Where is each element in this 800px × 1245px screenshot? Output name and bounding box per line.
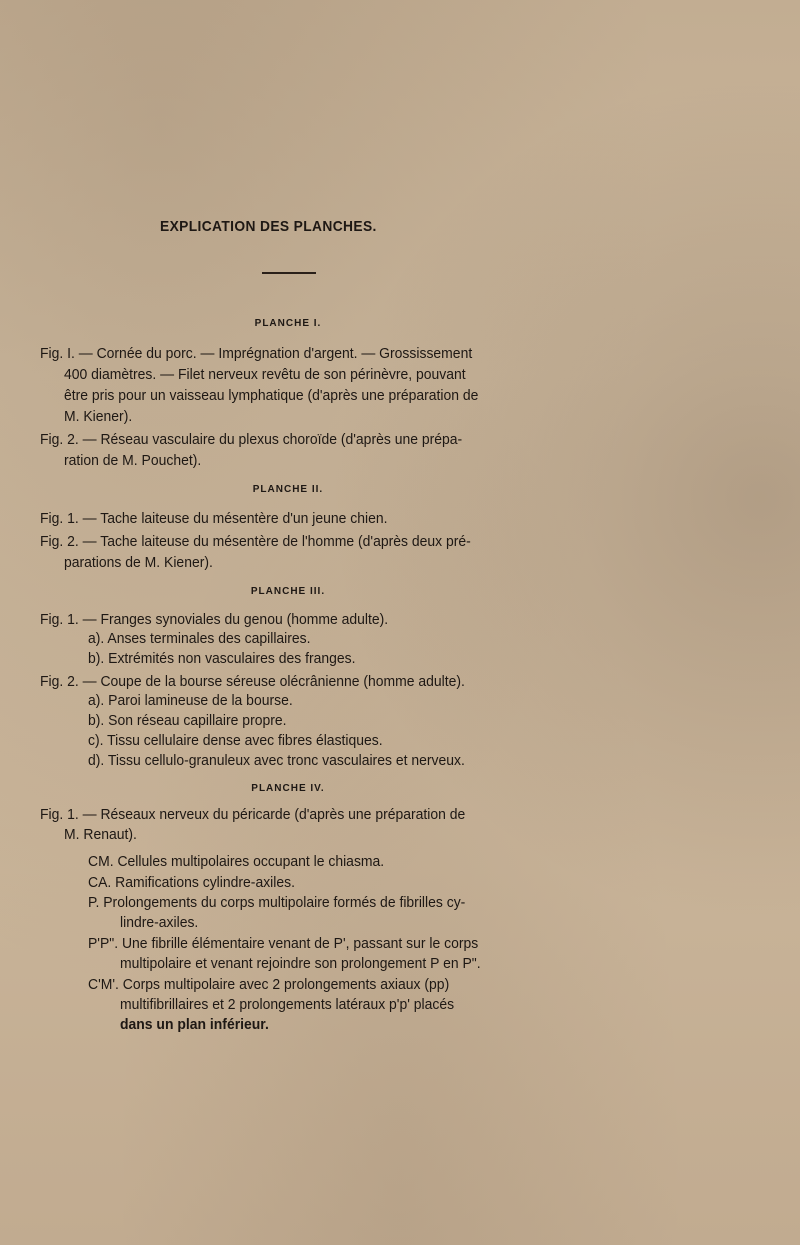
plate-4-line: multifibrillaires et 2 prolongements latéraux p'p' placés (120, 996, 455, 1013)
plate-2-line: Fig. 2. — Tache laiteuse du mésentère de l'homme (d'après deux pré- (40, 533, 471, 550)
plate-3-line: Fig. 1. — Franges synoviales du genou (homme adulte). (40, 611, 389, 628)
plate-1-line: 400 diamètres. — Filet nerveux revêtu de son périnèvre, pouvant (64, 366, 466, 383)
plate-4-line: dans un plan inférieur. (120, 1016, 269, 1033)
title-rule (262, 272, 316, 274)
plate-3-line: c). Tissu cellulaire dense avec fibres élastiques. (88, 732, 383, 749)
plate-3-line: b). Extrémités non vasculaires des franges. (88, 650, 356, 667)
plate-1-line: ration de M. Pouchet). (64, 452, 202, 469)
plate-3-line: d). Tissu cellulo-granuleux avec tronc vasculaires et nerveux. (88, 752, 465, 769)
plate-3-line: Fig. 2. — Coupe de la bourse séreuse olécrânienne (homme adulte). (40, 673, 465, 690)
plate-3-line: b). Son réseau capillaire propre. (88, 712, 287, 729)
plate-1-heading: PLANCHE I. (254, 318, 322, 329)
plate-1-line: Fig. I. — Cornée du porc. — Imprégnation d'argent. — Grossissement (40, 345, 473, 362)
plate-4-line: M. Renaut). (64, 826, 137, 843)
plate-3-line: a). Paroi lamineuse de la bourse. (88, 692, 293, 709)
plate-2-line: Fig. 1. — Tache laiteuse du mésentère d'un jeune chien. (40, 510, 388, 527)
page-title: EXPLICATION DES PLANCHES. (160, 218, 377, 235)
plate-4-heading: PLANCHE IV. (251, 783, 325, 794)
plate-4-line: multipolaire et venant rejoindre son prolongement P en P". (120, 955, 481, 972)
plate-1-line: Fig. 2. — Réseau vasculaire du plexus choroïde (d'après une prépa- (40, 431, 463, 448)
plate-3-heading: PLANCHE III. (250, 586, 326, 597)
plate-1-line: M. Kiener). (64, 408, 133, 425)
plate-4-line: C'M'. Corps multipolaire avec 2 prolongements axiaux (pp) (88, 976, 450, 993)
plate-2-line: parations de M. Kiener). (64, 554, 213, 571)
plate-4-line: Fig. 1. — Réseaux nerveux du péricarde (d'après une préparation de (40, 806, 466, 823)
plate-3-line: a). Anses terminales des capillaires. (88, 630, 311, 647)
plate-4-line: lindre-axiles. (120, 914, 199, 931)
plate-4-line: CM. Cellules multipolaires occupant le chiasma. (88, 853, 385, 870)
plate-1-line: être pris pour un vaisseau lymphatique (d'après une préparation de (64, 387, 479, 404)
plate-4-line: P'P". Une fibrille élémentaire venant de P', passant sur le corps (88, 935, 479, 952)
plate-4-line: P. Prolongements du corps multipolaire formés de fibrilles cy- (88, 894, 466, 911)
plate-4-line: CA. Ramifications cylindre-axiles. (88, 874, 295, 891)
plate-2-heading: PLANCHE II. (252, 484, 324, 495)
